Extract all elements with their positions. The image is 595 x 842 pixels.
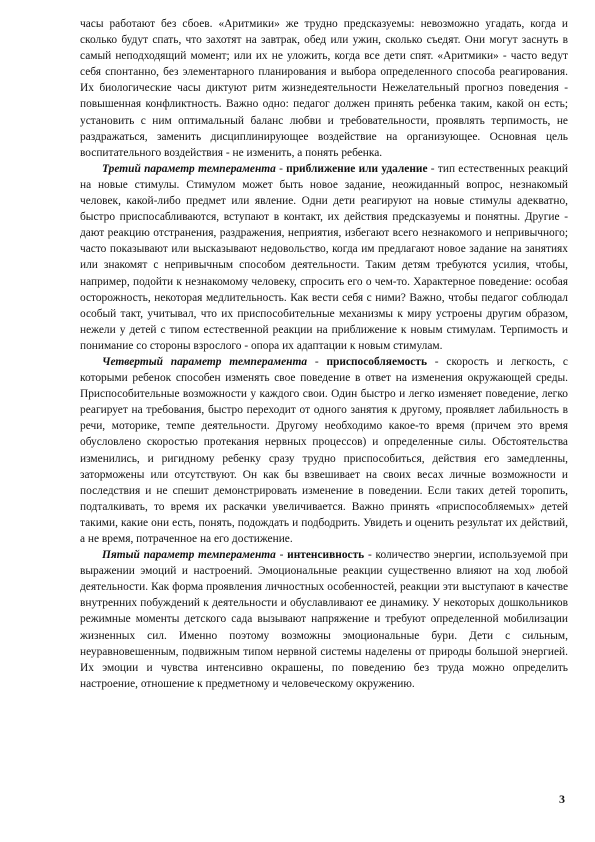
- parameter-title: Четвертый параметр темперамента: [102, 355, 308, 368]
- parameter-separator: -: [275, 162, 287, 175]
- parameter-term: приспособляемость: [326, 355, 427, 368]
- parameter-separator: -: [307, 355, 327, 368]
- paragraph-text: - скорость и легкость, с которыми ребенок способен изменять свое поведение в ответ на изменения окружающей среды. Приспособительные возможности у каждого свои. Один быстро и легко изменяет поведение, легко реагирует на требования, быстро переходит от одного занятия к другому, проявляет лабильность в речи, моторике, темпе деятельности. Другому необходимо какое-то время (причем это время обусловлено скоростью протекания нервных процессов) и определенные силы. Обстоятельства изменились, и ригидному ребенку сразу трудно приспособиться, действия его замедленны, заторможены или отсутствуют. Он как бы взвешивает на своих весах личные возможности и последствия и не спешит демонстрировать изменение в поведении. Если таких детей торопить, подталкивать, то время их раскачки увеличивается. Важно принять «приспособляемых» детей такими, какие они есть, понять, подождать и подбодрить. Увидеть и оценить результат их действий, а не время, потраченное на его достижение.: [80, 355, 568, 545]
- paragraph-third-parameter: [80, 161, 568, 354]
- paragraph-text: - тип естественных реакций на новые стимулы. Стимулом может быть новое задание, неожиданный вопрос, незнакомый человек, какой-либо предмет или явление. Одни дети реагируют на новые стимулы адекватно, быстро приспосабливаются, вступают в контакт, их действия предсказуемы и понятны. Другие - дают реакцию отстранения, раздражения, неприятия, избегают всего незнакомого и непривычного; часто показывают или высказывают недовольство, когда им предлагают новое задание на занятиях или знакомят с непривычным способом деятельности. Таким детям требуются усилия, чтобы, например, подойти к незнакомому человеку, спросить его о чем-то. Характерное поведение: особая осторожность, некоторая медлительность. Как вести себя с ними? Важно, чтобы педагог соблюдал особый такт, учитывал, что их приспособительные механизмы к миру устроены другим образом, нежели у детей с типом естественной реакции на приближение к новым стимулам. Терпимость и понимание со стороны взрослого - опора их адаптации к новым стимулам.: [80, 162, 568, 352]
- page-number: 3: [559, 792, 565, 806]
- parameter-title: Пятый параметр темперамента: [102, 549, 276, 562]
- parameter-term: приближение или удаление: [286, 162, 428, 175]
- paragraph-text: часы работают без сбоев. «Аритмики» же трудно предсказуемы: невозможно угадать, когда и сколько будут спать, что захотят на завтрак, обед или ужин, сколько съедят. Они могут заснуть в самый неподходящий момент; или их не уложить, когда все дети спят. «Аритмики» - часто ведут себя спонтанно, без элементарного планирования и выбора определенного способа реагирования. Их биологические часы диктуют ритм жизнедеятельности Нежелательный прогноз поведения - повышенная конфликтность. Важно одно: педагог должен принять ребенка таким, какой он есть; установить с ним оптимальный баланс любви и требовательности, проявлять терпимость, не раздражаться, заменить дисциплинирующее воздействие на организующее. Основная цель воспитательного воздействия - не изменить, а понять ребенка.: [80, 18, 568, 159]
- paragraph-fourth-parameter: [80, 354, 568, 547]
- paragraph-fifth-parameter: [80, 547, 568, 692]
- parameter-title: Третий параметр темперамента: [102, 162, 276, 175]
- paragraph-text: - количество энергии, используемой при выражении эмоций и настроений. Эмоциональные реакции существенно влияют на ход любой деятельности. Как форма проявления личностных особенностей, реакции эти выступают в качестве внутренних побуждений к деятельности и обуславливают ее динамику. У некоторых дошкольников режимные моменты детского сада вызывают напряжение и требуют определенной мобилизации жизненных сил. Именно поэтому возможны эмоциональные бури. Дети с сильным, неуравновешенным, подвижным типом нервной системы наделены от природы большой энергией. Их эмоции и чувства интенсивно окрашены, по поведению без труда можно определить настроение, отношение к предметному и человеческому окружению.: [80, 549, 568, 690]
- paragraph-arrhythmics: [80, 16, 568, 161]
- parameter-separator: -: [275, 549, 288, 562]
- parameter-term: интенсивность: [287, 549, 365, 562]
- body-text: [80, 16, 568, 692]
